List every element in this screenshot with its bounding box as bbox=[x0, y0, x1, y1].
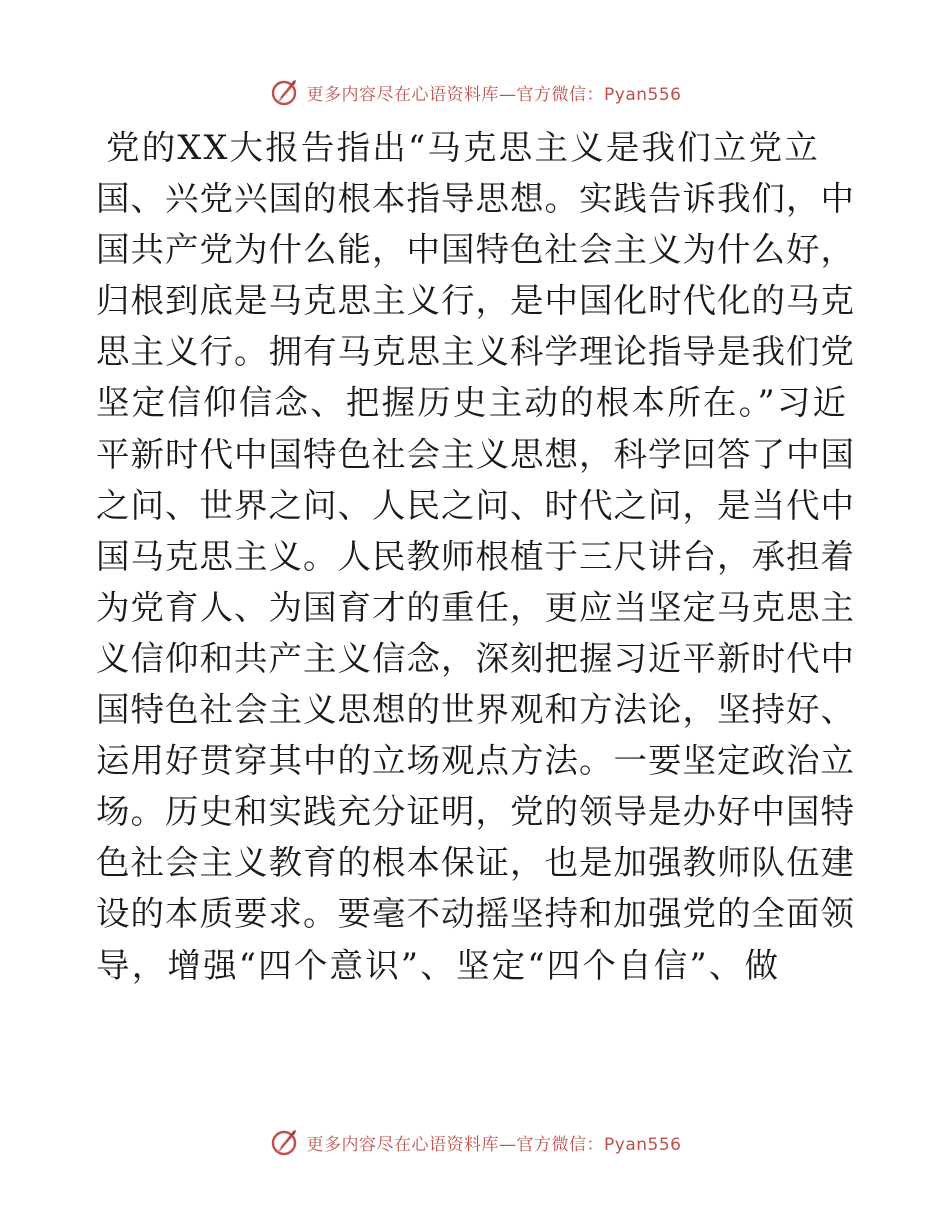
header-watermark bbox=[0, 72, 950, 112]
body-line: 之问、世界之问、人民之问、时代之问，是当代中 bbox=[96, 485, 855, 525]
body-line: 义信仰和共产主义信念，深刻把握习近平新时代中 bbox=[96, 638, 855, 678]
body-line: 运用好贯穿其中的立场观点方法。一要坚定政治立 bbox=[96, 741, 855, 781]
body-line: 场。历史和实践充分证明，党的领导是办好中国特 bbox=[96, 792, 855, 832]
watermark-text: 更多内容尽在心语资料库—官方微信：Pyan556 bbox=[306, 84, 682, 105]
body-line: 思主义行。拥有马克思主义科学理论指导是我们党 bbox=[96, 332, 855, 372]
body-line: 设的本质要求。要毫不动摇坚持和加强党的全面领 bbox=[96, 894, 855, 934]
body-line: 国共产党为什么能，中国特色社会主义为什么好， bbox=[96, 230, 855, 270]
body-line: 国特色社会主义思想的世界观和方法论，坚持好、 bbox=[96, 690, 855, 730]
body-line: 导，增强“四个意识”、坚定“四个自信”、做 bbox=[96, 945, 781, 985]
body-line: 为党育人、为国育才的重任，更应当坚定马克思主 bbox=[96, 587, 855, 627]
body-line: 色社会主义教育的根本保证，也是加强教师队伍建 bbox=[96, 843, 855, 883]
body-line: 平新时代中国特色社会主义思想，科学回答了中国 bbox=[96, 434, 855, 474]
document-body bbox=[96, 122, 856, 991]
quill-pen-circle-icon bbox=[269, 76, 301, 108]
body-line: 国马克思主义。人民教师根植于三尺讲台，承担着 bbox=[96, 536, 855, 576]
body-line: 归根到底是马克思主义行，是中国化时代化的马克 bbox=[96, 281, 855, 321]
footer-watermark bbox=[0, 1122, 950, 1162]
quill-pen-circle-icon bbox=[269, 1126, 301, 1158]
body-line: 坚定信仰信念、把握历史主动的根本所在。”习近 bbox=[96, 383, 849, 423]
body-line: 党的XX大报告指出“马克思主义是我们立党立 bbox=[106, 128, 821, 167]
body-line: 国、兴党兴国的根本指导思想。实践告诉我们，中 bbox=[96, 179, 855, 219]
watermark-text: 更多内容尽在心语资料库—官方微信：Pyan556 bbox=[306, 1134, 682, 1155]
